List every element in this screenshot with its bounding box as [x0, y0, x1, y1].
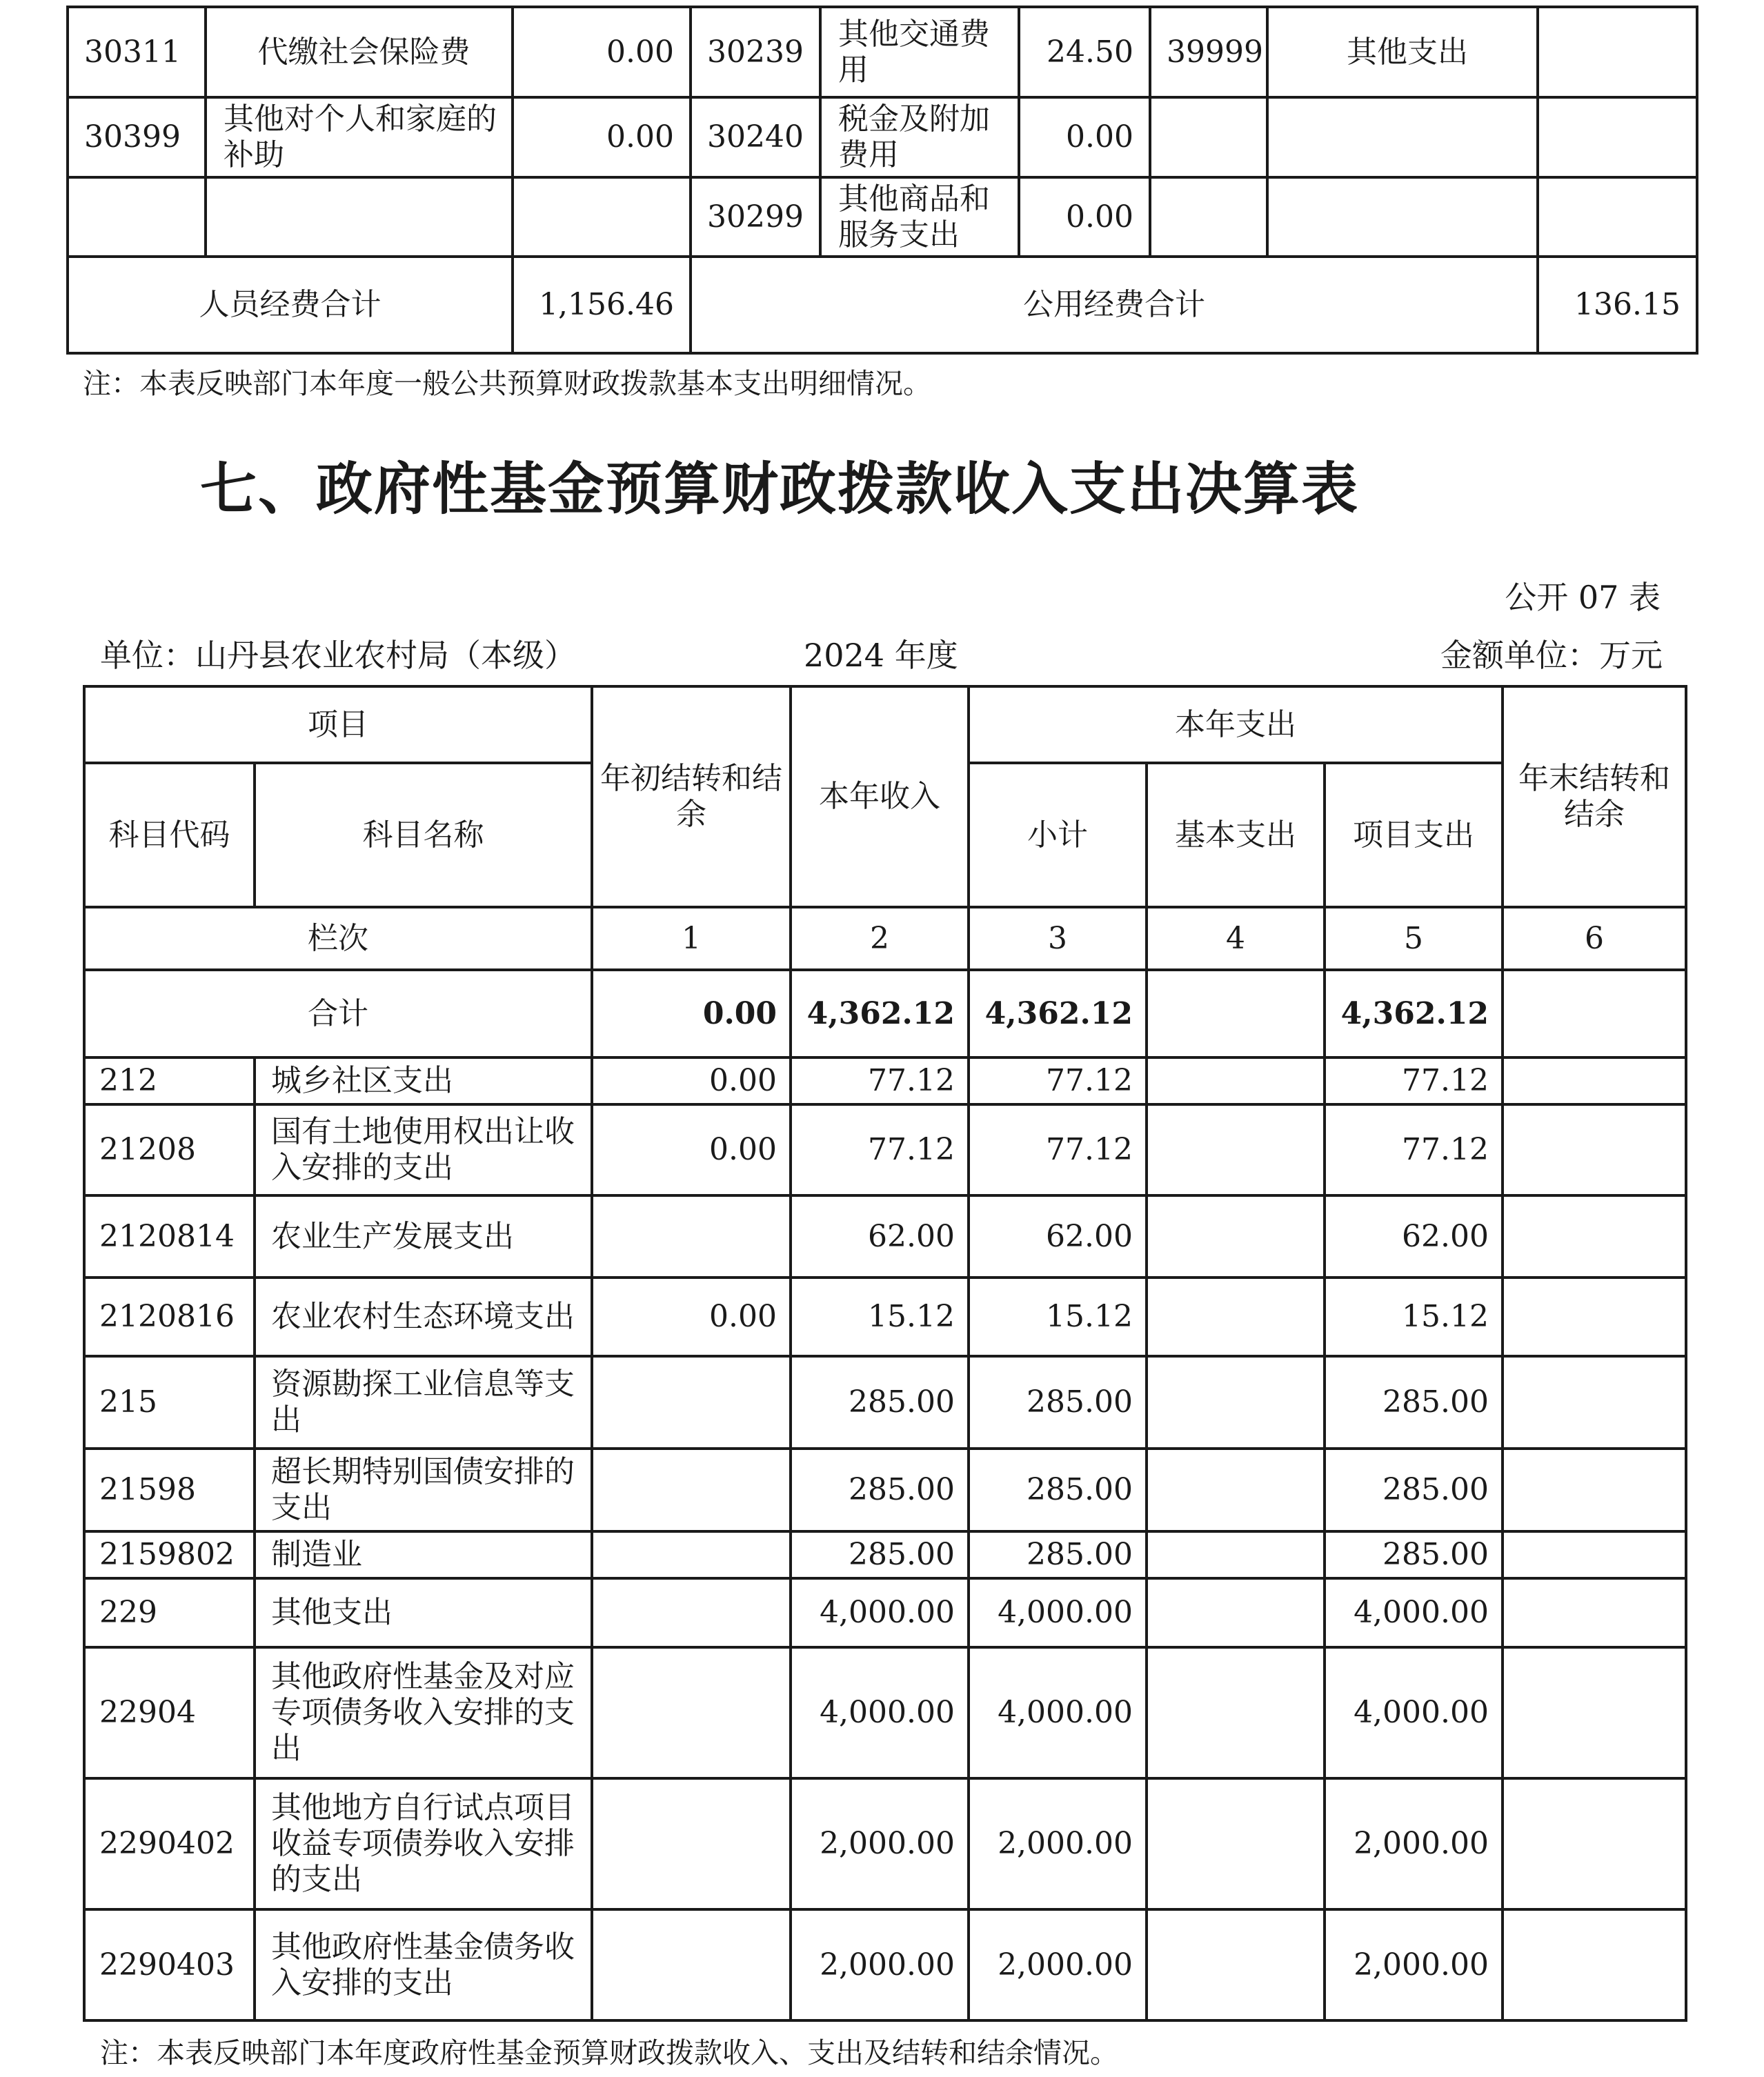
- name-cell: [1267, 177, 1538, 257]
- subject-name-cell: 制造业: [255, 1531, 592, 1578]
- table-body: [84, 1057, 1686, 2020]
- header-opening-balance: 年初结转和结余: [592, 686, 791, 907]
- closing-cell: [1503, 1578, 1686, 1647]
- column-index: 1: [592, 907, 791, 970]
- name-cell: [206, 177, 513, 257]
- value-cell: [1538, 177, 1697, 257]
- closing-cell: [1503, 1778, 1686, 1909]
- subtotal-cell: 62.00: [969, 1195, 1147, 1278]
- total-closing: [1503, 970, 1686, 1057]
- subject-name-cell: 其他地方自行试点项目收益专项债券收入安排的支出: [255, 1778, 592, 1909]
- subject-code-cell: 212: [84, 1057, 255, 1104]
- opening-cell: 0.00: [592, 1057, 791, 1104]
- subtotal-cell: 285.00: [969, 1449, 1147, 1531]
- basic-expense-detail-table: [66, 6, 1698, 355]
- basic-cell: [1147, 1104, 1325, 1195]
- closing-cell: [1503, 1104, 1686, 1195]
- basic-cell: [1147, 1356, 1325, 1449]
- subtotal-cell: 2,000.00: [969, 1909, 1147, 2020]
- subtotal-cell: 4,000.00: [969, 1647, 1147, 1778]
- project-cell: 77.12: [1325, 1104, 1503, 1195]
- header-project: 项目: [84, 686, 592, 763]
- basic-cell: [1147, 1531, 1325, 1578]
- project-cell: 285.00: [1325, 1531, 1503, 1578]
- closing-cell: [1503, 1356, 1686, 1449]
- income-cell: 285.00: [791, 1449, 969, 1531]
- name-cell: 其他商品和服务支出: [820, 177, 1019, 257]
- subject-name-cell: 农业农村生态环境支出: [255, 1278, 592, 1356]
- subject-name-cell: 其他政府性基金及对应专项债务收入安排的支出: [255, 1647, 592, 1778]
- column-index-row: [84, 907, 1686, 970]
- amount-unit-label: 金额单位：万元: [1440, 637, 1663, 674]
- closing-cell: [1503, 1647, 1686, 1778]
- total-project: 4,362.12: [1325, 970, 1503, 1057]
- income-cell: 77.12: [791, 1057, 969, 1104]
- name-cell: 其他交通费用: [820, 7, 1019, 97]
- code-cell: 30311: [68, 7, 206, 97]
- total-basic: [1147, 970, 1325, 1057]
- table-row: [68, 7, 1697, 97]
- column-index: 4: [1147, 907, 1325, 970]
- column-index: 6: [1503, 907, 1686, 970]
- total-income: 4,362.12: [791, 970, 969, 1057]
- header-subtotal: 小计: [969, 763, 1147, 907]
- subject-name-cell: 资源勘探工业信息等支出: [255, 1356, 592, 1449]
- subtotal-cell: 2,000.00: [969, 1778, 1147, 1909]
- basic-cell: [1147, 1578, 1325, 1647]
- project-cell: 285.00: [1325, 1449, 1503, 1531]
- name-cell: 代缴社会保险费: [206, 7, 513, 97]
- subject-code-cell: 215: [84, 1356, 255, 1449]
- project-cell: 2,000.00: [1325, 1778, 1503, 1909]
- subject-code-cell: 2290402: [84, 1778, 255, 1909]
- code-cell: 30399: [68, 97, 206, 177]
- opening-cell: [592, 1449, 791, 1531]
- government-fund-table: [83, 685, 1687, 2022]
- project-cell: 4,000.00: [1325, 1647, 1503, 1778]
- total-row: [84, 970, 1686, 1057]
- project-cell: 15.12: [1325, 1278, 1503, 1356]
- opening-cell: [592, 1647, 791, 1778]
- public-total-value: 136.15: [1538, 257, 1697, 353]
- table-row: [84, 1778, 1686, 1909]
- income-cell: 4,000.00: [791, 1647, 969, 1778]
- header-expense: 本年支出: [969, 686, 1503, 763]
- value-cell: 24.50: [1019, 7, 1150, 97]
- table-row: [84, 1578, 1686, 1647]
- table-row: [84, 1531, 1686, 1578]
- code-cell: 30299: [691, 177, 820, 257]
- table-meta: [100, 635, 1663, 676]
- table-row: [68, 97, 1697, 177]
- code-cell: 30239: [691, 7, 820, 97]
- project-cell: 285.00: [1325, 1356, 1503, 1449]
- section-title: 七、政府性基金预算财政拨款收入支出决算表: [200, 457, 1360, 522]
- column-index: 3: [969, 907, 1147, 970]
- unit-label: 单位：山丹县农业农村局（本级）: [100, 637, 576, 674]
- closing-cell: [1503, 1195, 1686, 1278]
- header-name: 科目名称: [255, 763, 592, 907]
- subtotal-cell: 285.00: [969, 1531, 1147, 1578]
- name-cell: 其他对个人和家庭的补助: [206, 97, 513, 177]
- income-cell: 62.00: [791, 1195, 969, 1278]
- total-label: 合计: [84, 970, 592, 1057]
- column-index: 5: [1325, 907, 1503, 970]
- code-cell: 30240: [691, 97, 820, 177]
- column-index-label: 栏次: [84, 907, 592, 970]
- value-cell: [1538, 7, 1697, 97]
- opening-cell: [592, 1195, 791, 1278]
- table-row: [68, 177, 1697, 257]
- value-cell: 0.00: [513, 7, 691, 97]
- totals-row: [68, 257, 1697, 353]
- table-row: [84, 1449, 1686, 1531]
- public-total-label: 公用经费合计: [691, 257, 1538, 353]
- project-cell: 62.00: [1325, 1195, 1503, 1278]
- code-cell: [68, 177, 206, 257]
- table1-note: 注：本表反映部门本年度一般公共预算财政拨款基本支出明细情况。: [83, 367, 931, 400]
- header-closing-balance: 年末结转和结余: [1503, 686, 1686, 907]
- project-cell: 77.12: [1325, 1057, 1503, 1104]
- closing-cell: [1503, 1531, 1686, 1578]
- closing-cell: [1503, 1449, 1686, 1531]
- total-subtotal: 4,362.12: [969, 970, 1147, 1057]
- basic-cell: [1147, 1057, 1325, 1104]
- value-cell: 0.00: [1019, 97, 1150, 177]
- subtotal-cell: 15.12: [969, 1278, 1147, 1356]
- column-index: 2: [791, 907, 969, 970]
- basic-cell: [1147, 1278, 1325, 1356]
- table-row: [84, 1278, 1686, 1356]
- code-cell: 39999: [1150, 7, 1267, 97]
- total-opening: 0.00: [592, 970, 791, 1057]
- subject-code-cell: 21598: [84, 1449, 255, 1531]
- value-cell: [1538, 97, 1697, 177]
- table-row: [84, 1647, 1686, 1778]
- opening-cell: [592, 1578, 791, 1647]
- subtotal-cell: 77.12: [969, 1104, 1147, 1195]
- basic-cell: [1147, 1909, 1325, 2020]
- basic-cell: [1147, 1195, 1325, 1278]
- value-cell: [513, 177, 691, 257]
- name-cell: [1267, 97, 1538, 177]
- subject-name-cell: 城乡社区支出: [255, 1057, 592, 1104]
- subtotal-cell: 4,000.00: [969, 1578, 1147, 1647]
- opening-cell: 0.00: [592, 1278, 791, 1356]
- closing-cell: [1503, 1057, 1686, 1104]
- subject-name-cell: 超长期特别国债安排的支出: [255, 1449, 592, 1531]
- opening-cell: [592, 1909, 791, 2020]
- basic-cell: [1147, 1449, 1325, 1531]
- table-row: [84, 1909, 1686, 2020]
- table-row: [84, 1057, 1686, 1104]
- subject-code-cell: 2120816: [84, 1278, 255, 1356]
- code-cell: [1150, 177, 1267, 257]
- form-number: 公开 07 表: [1505, 579, 1661, 616]
- opening-cell: 0.00: [592, 1104, 791, 1195]
- subject-code-cell: 22904: [84, 1647, 255, 1778]
- income-cell: 77.12: [791, 1104, 969, 1195]
- header-row: [84, 686, 1686, 763]
- subject-code-cell: 2290403: [84, 1909, 255, 2020]
- header-basic: 基本支出: [1147, 763, 1325, 907]
- basic-cell: [1147, 1778, 1325, 1909]
- year-label: 2024 年度: [804, 637, 958, 674]
- value-cell: 0.00: [1019, 177, 1150, 257]
- income-cell: 2,000.00: [791, 1909, 969, 2020]
- subject-name-cell: 国有土地使用权出让收入安排的支出: [255, 1104, 592, 1195]
- closing-cell: [1503, 1278, 1686, 1356]
- project-cell: 2,000.00: [1325, 1909, 1503, 2020]
- subject-code-cell: 229: [84, 1578, 255, 1647]
- code-cell: [1150, 97, 1267, 177]
- income-cell: 4,000.00: [791, 1578, 969, 1647]
- closing-cell: [1503, 1909, 1686, 2020]
- opening-cell: [592, 1356, 791, 1449]
- subject-name-cell: 农业生产发展支出: [255, 1195, 592, 1278]
- subject-code-cell: 21208: [84, 1104, 255, 1195]
- value-cell: 0.00: [513, 97, 691, 177]
- table-row: [84, 1356, 1686, 1449]
- table2-note: 注：本表反映部门本年度政府性基金预算财政拨款收入、支出及结转和结余情况。: [100, 2036, 1118, 2069]
- project-cell: 4,000.00: [1325, 1578, 1503, 1647]
- subject-code-cell: 2120814: [84, 1195, 255, 1278]
- personnel-total-label: 人员经费合计: [68, 257, 513, 353]
- subject-name-cell: 其他政府性基金债务收入安排的支出: [255, 1909, 592, 2020]
- header-income: 本年收入: [791, 686, 969, 907]
- subtotal-cell: 77.12: [969, 1057, 1147, 1104]
- header-code: 科目代码: [84, 763, 255, 907]
- income-cell: 2,000.00: [791, 1778, 969, 1909]
- opening-cell: [592, 1778, 791, 1909]
- basic-cell: [1147, 1647, 1325, 1778]
- table-row: [84, 1195, 1686, 1278]
- name-cell: 其他支出: [1267, 7, 1538, 97]
- table-row: [84, 1104, 1686, 1195]
- header-project-expense: 项目支出: [1325, 763, 1503, 907]
- personnel-total-value: 1,156.46: [513, 257, 691, 353]
- name-cell: 税金及附加费用: [820, 97, 1019, 177]
- opening-cell: [592, 1531, 791, 1578]
- income-cell: 15.12: [791, 1278, 969, 1356]
- subject-name-cell: 其他支出: [255, 1578, 592, 1647]
- income-cell: 285.00: [791, 1531, 969, 1578]
- subtotal-cell: 285.00: [969, 1356, 1147, 1449]
- subject-code-cell: 2159802: [84, 1531, 255, 1578]
- income-cell: 285.00: [791, 1356, 969, 1449]
